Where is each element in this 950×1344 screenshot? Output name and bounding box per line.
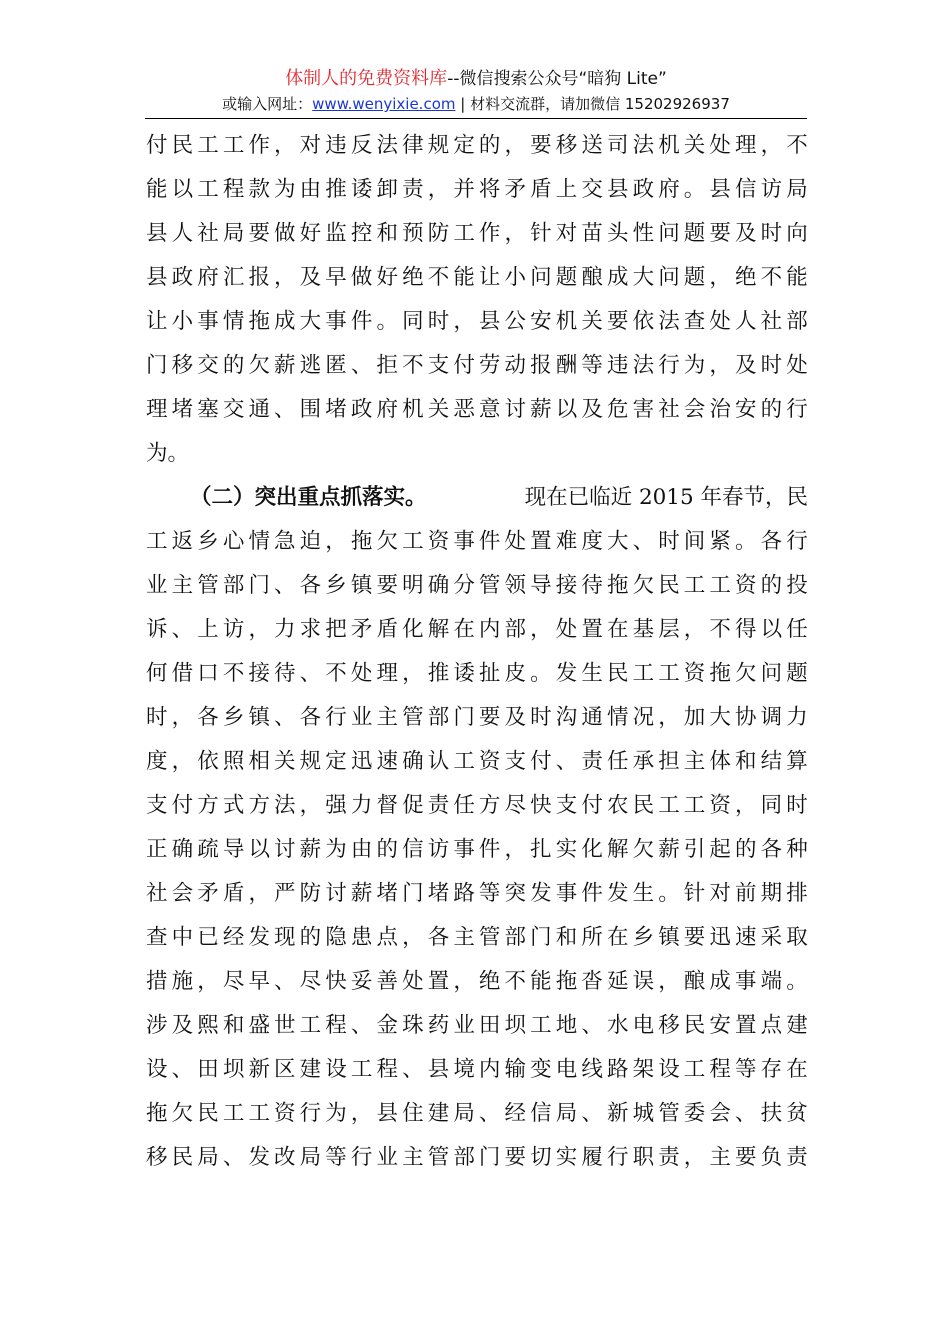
paragraph-2-first-line <box>146 476 808 520</box>
text-line: 县 政 府 汇 报 ， 及 早 做 好 绝 不 能 让 小 问 题 酿 成 大 问 题 ， 绝 不 能 <box>146 265 808 290</box>
text-line: 门 移 交 的 欠 薪 逃 匿 、 拒 不 支 付 劳 动 报 酬 等 违 法 行 为 ， 及 时 处 <box>146 353 808 378</box>
text-line: 让 小 事 情 拖 成 大 事 件 。 同 时 ， 县 公 安 机 关 要 依 法 查 处 人 社 部 <box>146 309 808 334</box>
document-body <box>146 124 808 1180</box>
header-line-1 <box>145 66 807 92</box>
header-url-link[interactable]: www.wenyixie.com <box>312 95 456 113</box>
text-line: 拖 欠 民 工 工 资 行 为 ， 县 住 建 局 、 经 信 局 、 新 城 管 委 会 、 扶 贫 <box>146 1101 808 1126</box>
first-line-text: 现在已临近 2015 年春节，民 <box>524 485 808 510</box>
paragraph-1 <box>146 124 808 476</box>
text-line: 度 ， 依 照 相 关 规 定 迅 速 确 认 工 资 支 付 、 责 任 承 担 主 体 和 结 算 <box>146 749 808 774</box>
header-separator: | <box>460 95 466 113</box>
header-brand: 体制人的免费资料库 <box>285 68 448 89</box>
text-line: 理 堵 塞 交 通 、 围 堵 政 府 机 关 恶 意 讨 薪 以 及 危 害 社 会 治 安 的 行 <box>146 397 808 422</box>
text-line: 能 以 工 程 款 为 由 推 诿 卸 责 ， 并 将 矛 盾 上 交 县 政 府 。 县 信 访 局 <box>146 177 808 202</box>
header-line-2 <box>145 92 807 116</box>
section-heading: （二）突出重点抓落实。 <box>190 485 427 510</box>
text-line: 何 借 口 不 接 待 、 不 处 理 ， 推 诿 扯 皮 。 发 生 民 工 工 资 拖 欠 问 题 <box>146 661 808 686</box>
text-line: 诉 、 上 访 ， 力 求 把 矛 盾 化 解 在 内 部 ， 处 置 在 基 层 ， 不 得 以 任 <box>146 617 808 642</box>
text-line: 业 主 管 部 门 、 各 乡 镇 要 明 确 分 管 领 导 接 待 拖 欠 民 工 工 资 的 投 <box>146 573 808 598</box>
text-line: 时 ， 各 乡 镇 、 各 行 业 主 管 部 门 要 及 时 沟 通 情 况 ， 加 大 协 调 力 <box>146 705 808 730</box>
text-line: 工 返 乡 心 情 急 迫 ， 拖 欠 工 资 事 件 处 置 难 度 大 、 时 间 紧 。 各 行 <box>146 529 808 554</box>
text-line: 涉 及 熙 和 盛 世 工 程 、 金 珠 药 业 田 坝 工 地 、 水 电 移 民 安 置 点 建 <box>146 1013 808 1038</box>
text-line: 设 、 田 坝 新 区 建 设 工 程 、 县 境 内 输 变 电 线 路 架 设 工 程 等 存 在 <box>146 1057 808 1082</box>
text-line: 措 施 ， 尽 早 、 尽 快 妥 善 处 置 ， 绝 不 能 拖 沓 延 误 ， 酿 成 事 端 。 <box>146 969 808 994</box>
text-line: 移 民 局 、 发 改 局 等 行 业 主 管 部 门 要 切 实 履 行 职 责 ， 主 要 负 责 <box>146 1145 808 1170</box>
text-line: 社 会 矛 盾 ， 严 防 讨 薪 堵 门 堵 路 等 突 发 事 件 发 生 。 针 对 前 期 排 <box>146 881 808 906</box>
page-header <box>145 66 807 116</box>
header-divider <box>145 118 807 119</box>
text-line: 为。 <box>146 441 190 466</box>
header-contact: 材料交流群，请加微信 15202926937 <box>470 95 730 113</box>
text-line: 查 中 已 经 发 现 的 隐 患 点 ， 各 主 管 部 门 和 所 在 乡 镇 要 迅 速 采 取 <box>146 925 808 950</box>
paragraph-2 <box>146 476 808 1180</box>
header-url-prefix: 或输入网址： <box>222 95 313 113</box>
text-line: 正 确 疏 导 以 讨 薪 为 由 的 信 访 事 件 ， 扎 实 化 解 欠 薪 引 起 的 各 种 <box>146 837 808 862</box>
text-line: 县 人 社 局 要 做 好 监 控 和 预 防 工 作 ， 针 对 苗 头 性 问 题 要 及 时 向 <box>146 221 808 246</box>
text-line: 支 付 方 式 方 法 ， 强 力 督 促 责 任 方 尽 快 支 付 农 民 工 工 资 ， 同 时 <box>146 793 808 818</box>
text-line: 付 民 工 工 作 ， 对 违 反 法 律 规 定 的 ， 要 移 送 司 法 机 关 处 理 ， 不 <box>146 133 808 158</box>
header-tagline: --微信搜索公众号“暗狗 Lite” <box>447 69 667 89</box>
